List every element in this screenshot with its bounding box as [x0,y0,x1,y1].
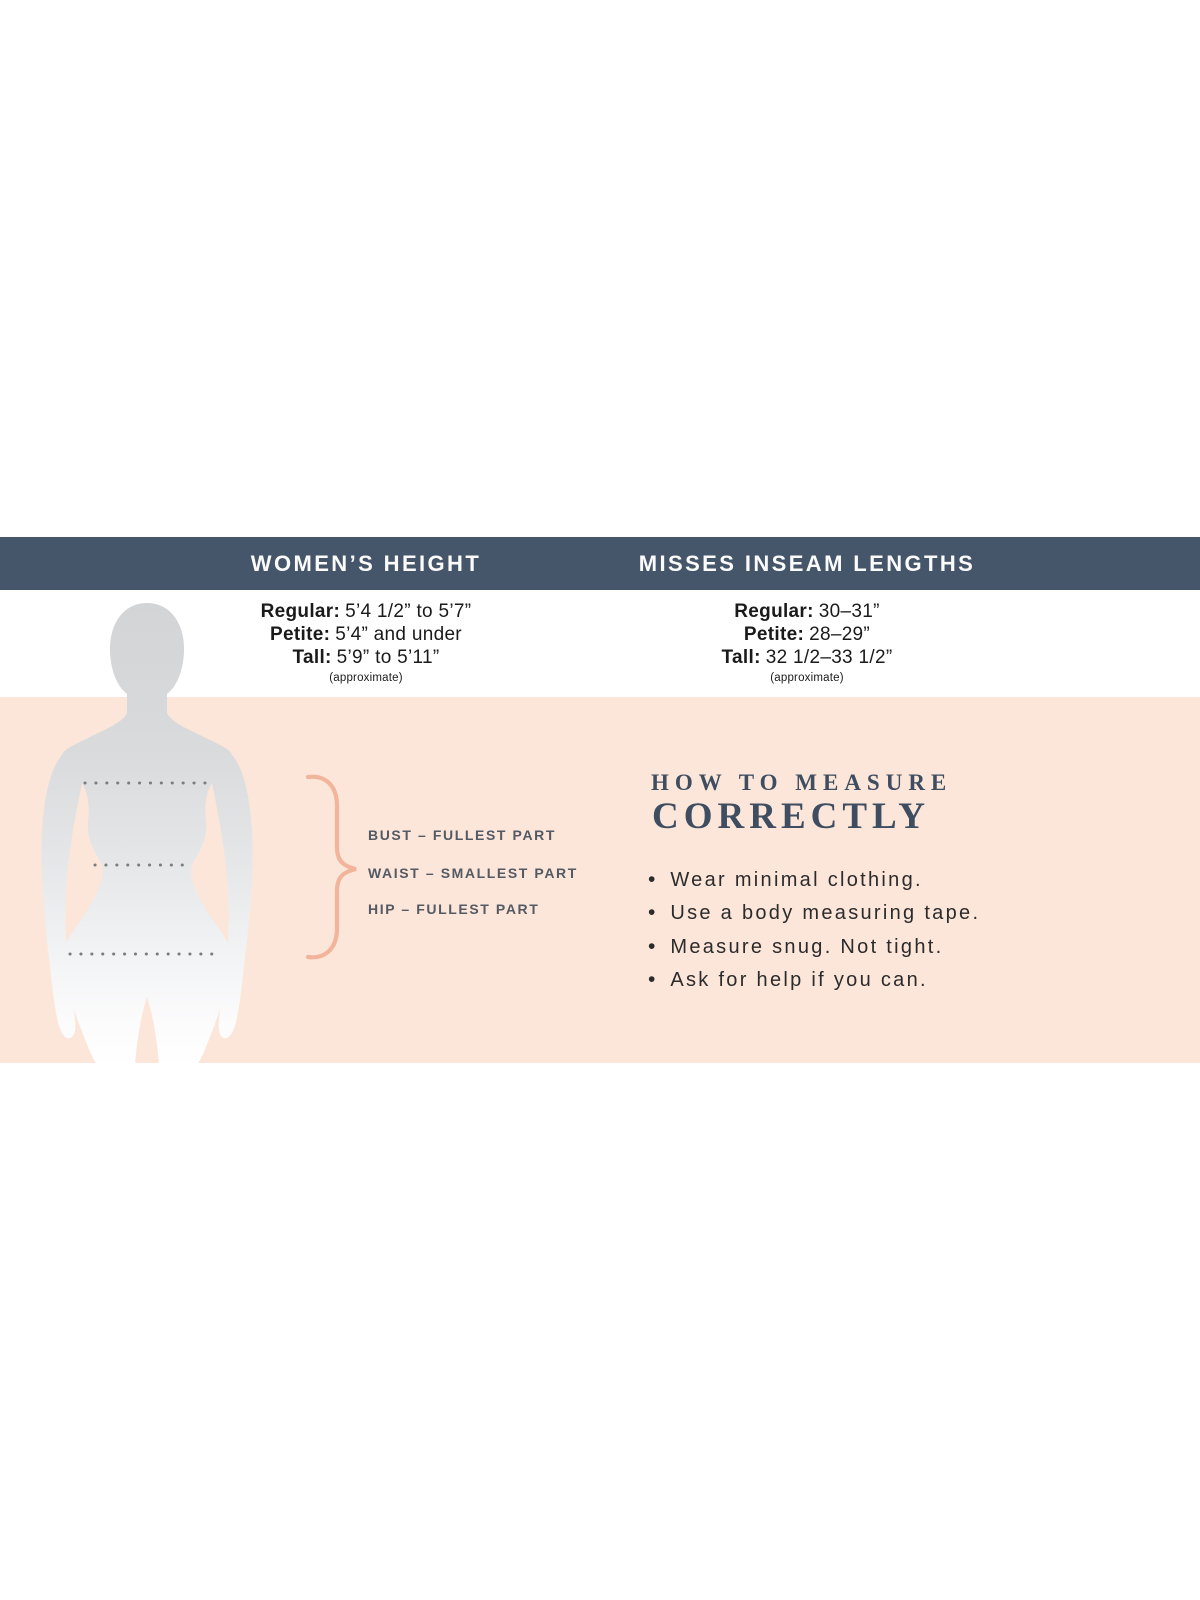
tip-item-3 [648,930,980,963]
tip-text-2: Use a body measuring tape. [670,902,981,925]
bullet-dot-icon: • [648,968,656,992]
bust-label: BUST – FULLEST PART [368,827,557,843]
inseam-label-regular: Regular: [734,601,814,622]
how-to-measure-title: HOW TO MEASURE [651,770,953,795]
correctly-title: CORRECTLY [652,796,931,837]
silhouette-shapes [41,603,252,1065]
tip-text-3: Measure snug. Not tight. [670,935,944,958]
height-label-petite: Petite: [270,624,331,645]
tip-item-2 [648,896,980,929]
misses-inseam-info [607,600,1007,687]
inseam-value-regular: 30–31” [818,601,880,622]
hip-label: HIP – FULLEST PART [368,901,540,917]
measuring-tips-list [648,863,980,997]
silhouette-torso [62,692,232,1065]
inseam-row-tall [607,646,1007,669]
waist-label: WAIST – SMALLEST PART [368,865,578,881]
inseam-row-petite [607,623,1007,646]
inseam-label-petite: Petite: [743,624,805,645]
height-approximate-note: (approximate) [329,672,403,684]
banner-title-misses-inseam: MISSES INSEAM LENGTHS [638,550,976,576]
height-label-regular: Regular: [260,601,341,622]
height-value-petite: 5’4” and under [335,624,462,645]
inseam-label-tall: Tall: [721,647,761,668]
female-silhouette [18,597,282,1065]
bullet-dot-icon: • [648,868,656,891]
inseam-row-regular [607,600,1007,623]
height-label-tall: Tall: [292,647,332,668]
tip-item-1 [648,863,980,896]
bullet-dot-icon: • [648,901,656,925]
size-guide-banner [0,537,1200,590]
inseam-value-petite: 28–29” [809,624,871,645]
height-value-tall: 5’9” to 5’11” [336,647,440,668]
banner-title-womens-height: WOMEN’S HEIGHT [250,550,482,576]
tip-text-4: Ask for help if you can. [670,969,928,992]
curly-brace-icon [296,762,368,970]
tip-item-4 [648,963,980,996]
tip-text-1: Wear minimal clothing. [670,869,923,891]
height-value-regular: 5’4 1/2” to 5’7” [345,601,472,622]
bullet-dot-icon: • [648,934,656,958]
inseam-approximate-note: (approximate) [770,672,844,684]
inseam-value-tall: 32 1/2–33 1/2” [765,647,893,668]
